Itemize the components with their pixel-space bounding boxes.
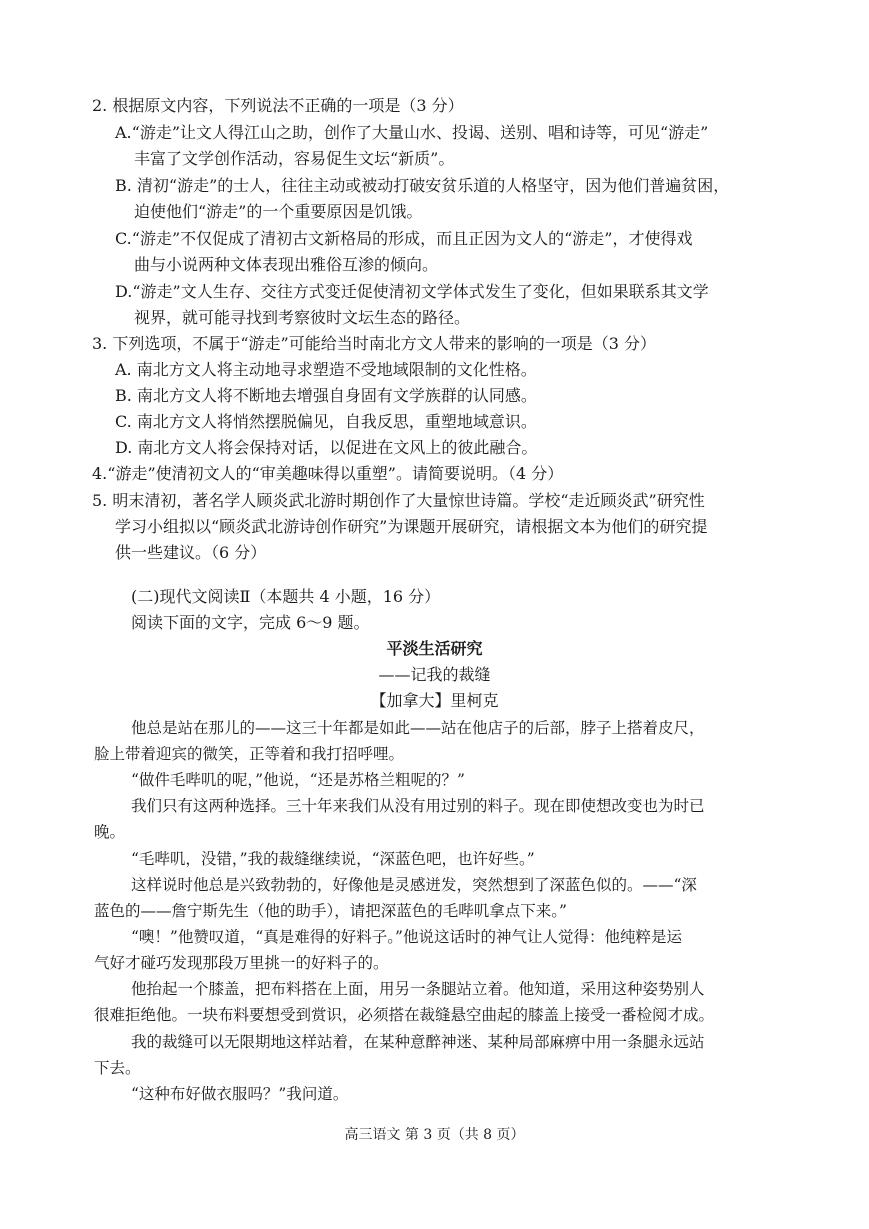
article-paragraph-8-cont: 下去。 (94, 1059, 141, 1077)
article-paragraph-5-cont: 蓝色的——詹宁斯先生（他的助手），请把深蓝色的毛哔叽拿点下来。” (94, 902, 567, 920)
article-paragraph-5: 这样说时他总是兴致勃勃的，好像他是灵感迸发，突然想到了深蓝色似的。——“深 (131, 876, 697, 894)
article-paragraph-1: 他总是站在那儿的——这三十年都是如此——站在他店子的后部，脖子上搭着皮尺， (131, 719, 705, 737)
question-2-option-c-cont: 曲与小说两种文体表现出雅俗互渗的倾向。 (134, 255, 439, 274)
question-2-option-a: A.“游走”让文人得江山之助，创作了大量山水、投谒、送别、唱和诗等，可见“游走” (115, 123, 709, 142)
question-2-option-b: B. 清初“游走”的士人，往往主动或被动打破安贫乐道的人格坚守，因为他们普遍贫困， (115, 176, 730, 195)
article-paragraph-3-cont: 晚。 (94, 823, 126, 841)
question-5-line-3: 供一些建议。（6 分） (115, 543, 267, 562)
article-title: 平淡生活研究 (386, 639, 483, 658)
question-5-line-2: 学习小组拟以“顾炎武北游诗创作研究”为课题开展研究，请根据文本为他们的研究提 (115, 517, 708, 536)
question-4-stem: 4.“游走”使清初文人的“审美趣味得以重塑”。请简要说明。（4 分） (92, 464, 564, 483)
article-paragraph-8: 我的裁缝可以无限期地这样站着，在某种意醉神迷、某种局部麻痹中用一条腿永远站 (131, 1033, 705, 1051)
question-2-option-d-cont: 视界，就可能寻找到考察彼时文坛生态的路径。 (134, 308, 471, 327)
article-paragraph-7: 他抬起一个膝盖，把布料搭在上面，用另一条腿站立着。他知道，采用这种姿势别人 (131, 980, 705, 998)
question-2-stem: 2. 根据原文内容，下列说法不正确的一项是（3 分） (92, 96, 464, 115)
article-paragraph-6-cont: 气好才碰巧发现那段万里挑一的好料子的。 (94, 954, 389, 972)
question-3-option-b: B. 南北方文人将不断地去增强自身固有文学族群的认同感。 (115, 386, 537, 405)
section-heading: (二)现代文阅读Ⅱ（本题共 4 小题，16 分） (131, 587, 441, 606)
question-2-option-b-cont: 迫使他们“游走”的一个重要原因是饥饿。 (134, 202, 423, 221)
article-subtitle: ——记我的裁缝 (378, 665, 491, 684)
question-3-option-a: A. 南北方文人将主动地寻求塑造不受地域限制的文化性格。 (115, 360, 537, 379)
article-paragraph-7-cont: 很难拒绝他。一块布料要想受到赏识，必须搭在裁缝悬空曲起的膝盖上接受一番检阅才成。 (94, 1006, 715, 1024)
article-paragraph-1-cont: 脸上带着迎宾的微笑，正等着和我打招呼哩。 (94, 745, 405, 763)
question-3-option-d: D. 南北方文人将会保持对话，以促进在文风上的彼此融合。 (115, 438, 538, 457)
article-paragraph-9: “这种布好做衣服吗？”我问道。 (131, 1085, 349, 1103)
page-footer: 高三语文 第 3 页（共 8 页） (344, 1127, 525, 1143)
article-paragraph-4: “毛哔叽，没错，”我的裁缝继续说，“深蓝色吧，也许好些。” (131, 850, 535, 868)
question-3-stem: 3. 下列选项，不属于“游走”可能给当时南北方文人带来的影响的一项是（3 分） (92, 334, 656, 353)
article-author: 【加拿大】里柯克 (370, 691, 499, 710)
article-paragraph-3: 我们只有这两种选择。三十年来我们从没有用过别的料子。现在即使想改变也为时已 (131, 797, 705, 815)
question-2-option-d: D.“游走”文人生存、交往方式变迁促使清初文学体式发生了变化，但如果联系其文学 (115, 282, 709, 301)
question-3-option-c: C. 南北方文人将悄然摆脱偏见，自我反思，重塑地域意识。 (115, 412, 537, 431)
article-paragraph-2: “做件毛哔叽的呢，”他说，“还是苏格兰粗呢的？” (131, 771, 465, 789)
question-2-option-a-cont: 丰富了文学创作活动，容易促生文坛“新质”。 (134, 149, 455, 168)
question-2-option-c: C.“游走”不仅促成了清初古文新格局的形成，而且正因为文人的“游走”，才使得戏 (115, 229, 693, 248)
article-paragraph-6: “噢！”他赞叹道，“真是难得的好料子。”他说这话时的神气让人觉得：他纯粹是运 (131, 928, 682, 946)
question-5-line-1: 5. 明末清初，著名学人顾炎武北游时期创作了大量惊世诗篇。学校“走近顾炎武”研究性 (92, 491, 705, 510)
section-instruction: 阅读下面的文字，完成 6～9 题。 (131, 613, 370, 632)
